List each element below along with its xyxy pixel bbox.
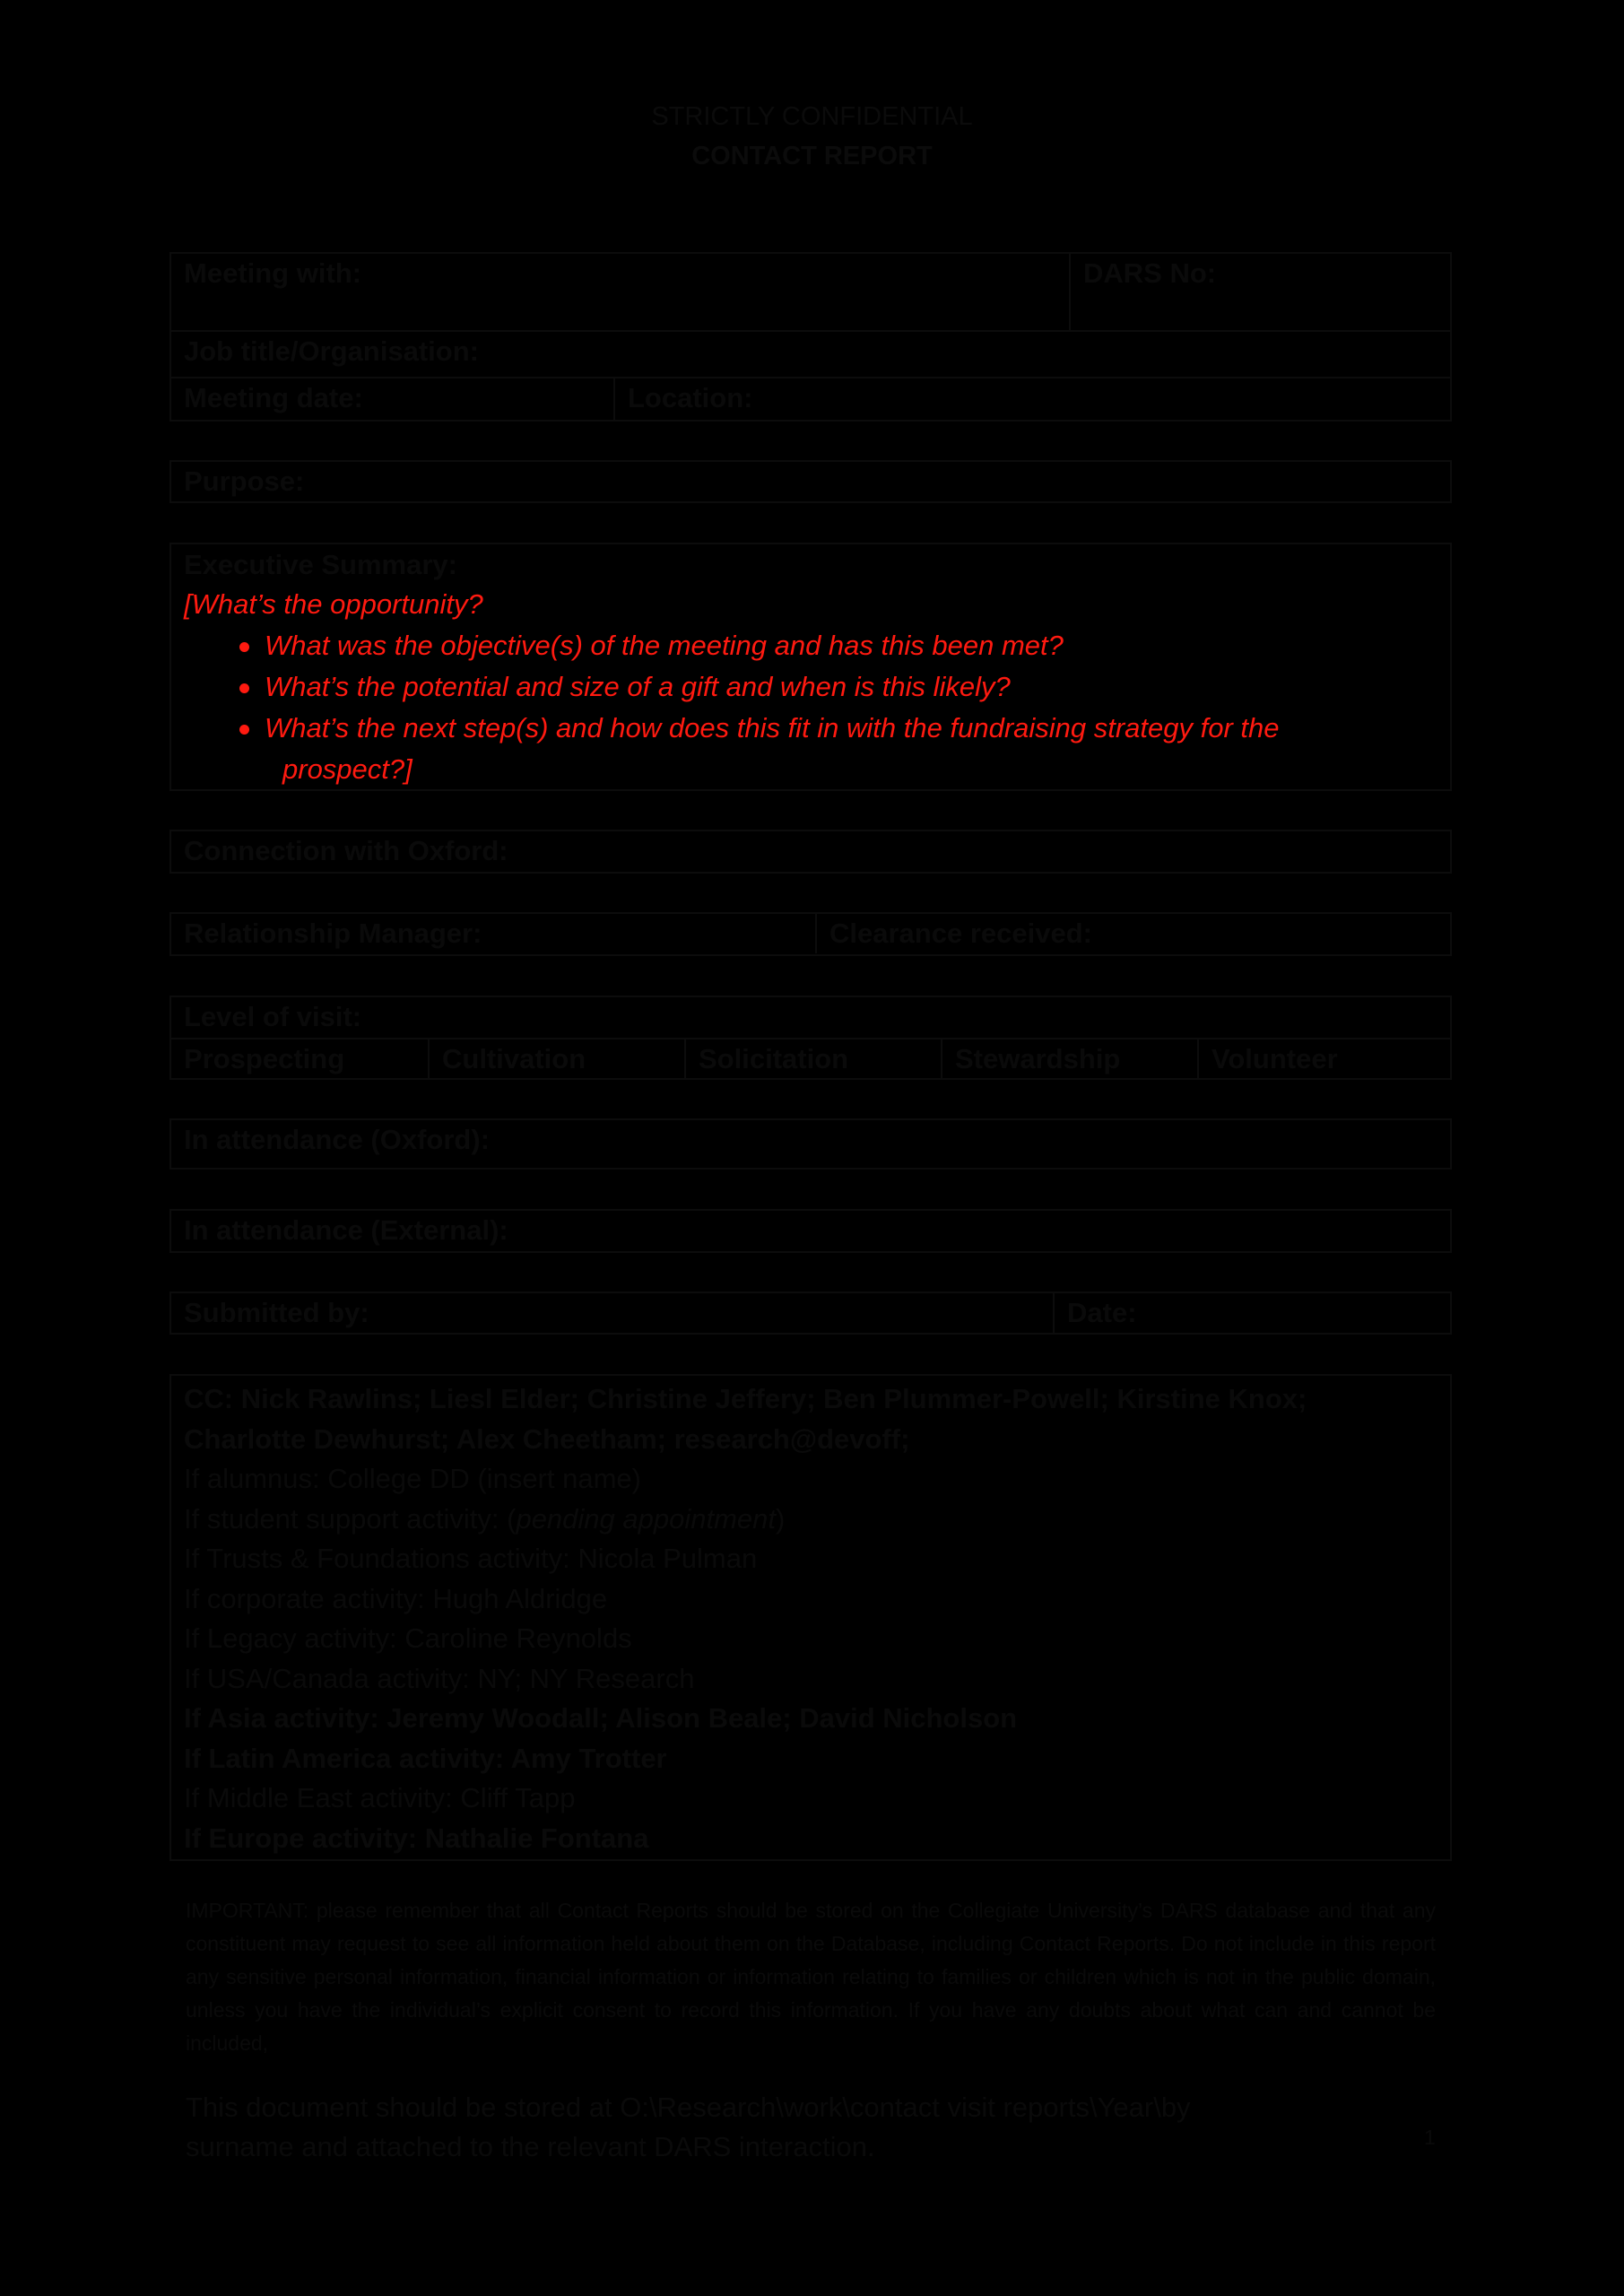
level-option-volunteer[interactable]: Volunteer bbox=[1197, 1039, 1450, 1078]
cc-line: If Middle East activity: Cliff Tapp bbox=[184, 1782, 576, 1813]
bullet-icon bbox=[239, 683, 249, 693]
cc-line: If Trusts & Foundations activity: Nicola Pulman bbox=[184, 1543, 758, 1574]
purpose-field[interactable]: Purpose: bbox=[184, 465, 305, 497]
submitted-by-field[interactable]: Submitted by: bbox=[184, 1297, 369, 1328]
dars-no-field[interactable]: DARS No: bbox=[1069, 254, 1450, 330]
cc-line: If Legacy activity: Caroline Reynolds bbox=[184, 1622, 632, 1654]
relationship-manager-field[interactable]: Relationship Manager: bbox=[184, 918, 482, 949]
level-of-visit-label: Level of visit: bbox=[184, 1001, 362, 1032]
connection-field[interactable]: Connection with Oxford: bbox=[184, 835, 508, 866]
confidential-label: STRICTLY CONFIDENTIAL bbox=[651, 102, 973, 131]
attendance-oxford-table bbox=[169, 1118, 1452, 1170]
purpose-table bbox=[169, 460, 1452, 503]
clearance-field[interactable]: Clearance received: bbox=[815, 914, 1450, 953]
level-option-prospecting[interactable]: Prospecting bbox=[184, 1043, 345, 1074]
cc-line: If corporate activity: Hugh Aldridge bbox=[184, 1582, 608, 1614]
location-field[interactable]: Location: bbox=[613, 378, 1450, 420]
meeting-date-field[interactable]: Meeting date: bbox=[184, 382, 363, 413]
level-of-visit-table bbox=[169, 996, 1452, 1080]
cc-line: If Asia activity: Jeremy Woodall; Alison Beale; David Nicholson bbox=[184, 1702, 1018, 1734]
bullet-icon bbox=[239, 725, 249, 735]
meeting-details-table bbox=[169, 252, 1452, 422]
meeting-with-field[interactable]: Meeting with: bbox=[184, 257, 362, 289]
level-option-stewardship[interactable]: Stewardship bbox=[941, 1039, 1197, 1078]
attendance-external-field[interactable]: In attendance (External): bbox=[184, 1214, 508, 1246]
cc-line: If USA/Canada activity: NY; NY Research bbox=[184, 1662, 695, 1694]
job-title-field[interactable]: Job title/Organisation: bbox=[184, 335, 479, 367]
executive-summary-label: Executive Summary: bbox=[184, 549, 457, 580]
level-option-solicitation[interactable]: Solicitation bbox=[684, 1039, 941, 1078]
cc-box bbox=[169, 1374, 1452, 1861]
important-notice: IMPORTANT: please remember that all Contact Reports should be stored on the Collegiate University’s DARS database and that any constituent may request to see all information held about them on the Database, including Contact Reports. Do not include in this report any sensitive personal information, financial information or information relating to families or children which is not in the public domain, unless you have the individual’s explicit consent to record this information. If you have any doubts about what can and cannot be included, bbox=[186, 1899, 1436, 2055]
cc-line: Charlotte Dewhurst; Alex Cheetham; research@devoff; bbox=[184, 1422, 910, 1455]
submitted-table bbox=[169, 1292, 1452, 1335]
level-option-cultivation[interactable]: Cultivation bbox=[428, 1039, 684, 1078]
connection-table bbox=[169, 830, 1452, 874]
executive-summary-box[interactable] bbox=[169, 543, 1452, 791]
date-field[interactable]: Date: bbox=[1053, 1293, 1450, 1333]
cc-line: CC: Nick Rawlins; Liesl Elder; Christine Jeffery; Ben Plummer-Powell; Kirstine Knox; bbox=[184, 1383, 1307, 1414]
exec-bullet: What was the objective(s) of the meeting and has this been met? bbox=[184, 625, 1437, 666]
attendance-oxford-field[interactable]: In attendance (Oxford): bbox=[184, 1124, 491, 1155]
exec-bullet: What’s the next step(s) and how does this fit in with the fundraising strategy for the bbox=[184, 708, 1437, 749]
storage-line: surname and attached to the relevant DARS interaction. bbox=[186, 2131, 875, 2162]
relationship-table bbox=[169, 912, 1452, 956]
cc-line: If student support activity: (pending appointment) bbox=[184, 1502, 786, 1535]
cc-line: If Latin America activity: Amy Trotter bbox=[184, 1742, 667, 1774]
exec-bullet: What’s the potential and size of a gift and when is this likely? bbox=[184, 666, 1437, 708]
report-title: CONTACT REPORT bbox=[691, 142, 933, 170]
page-number: 1 bbox=[1424, 2126, 1436, 2149]
storage-instructions bbox=[186, 2088, 1351, 2167]
cc-line: If Europe activity: Nathalie Fontana bbox=[184, 1822, 649, 1854]
storage-line: This document should be stored at O:\Research\work\contact visit reports\Year\by bbox=[186, 2092, 1191, 2123]
exec-bullet-continuation: prospect?] bbox=[282, 753, 413, 785]
bullet-icon bbox=[239, 642, 249, 652]
attendance-external-table bbox=[169, 1209, 1452, 1253]
exec-prompt: [What’s the opportunity? bbox=[184, 588, 483, 620]
cc-line: If alumnus: College DD (insert name) bbox=[184, 1463, 641, 1494]
